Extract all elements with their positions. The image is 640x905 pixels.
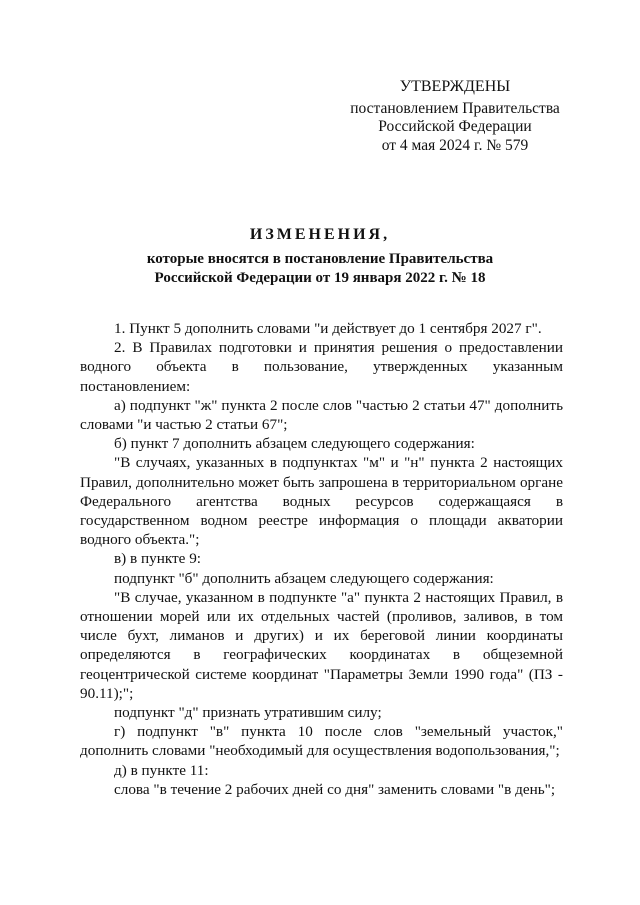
approval-line-1: постановлением Правительства — [350, 99, 560, 117]
paragraph-6: в) в пункте 9: — [114, 550, 202, 568]
paragraph-7: подпункт "б" дополнить абзацем следующего содержания: — [114, 569, 494, 587]
paragraph-2: 2. В Правилах подготовки и принятия решения о предоставлении водного объекта в пользование, утвержденных указанным постановлением: — [80, 339, 563, 395]
document-subtitle-line-1: которые вносятся в постановление Правительства — [146, 251, 494, 267]
paragraph-9: подпункт "д" признать утратившим силу; — [114, 704, 382, 722]
approval-line-2: Российской Федерации — [378, 118, 532, 135]
paragraph-11: д) в пункте 11: — [114, 761, 209, 779]
paragraph-10: г) подпункт "в" пункта 10 после слов "земельный участок," дополнить словами "необходимый для осуществления водопользования,"; — [80, 723, 563, 760]
paragraph-5: "В случаях, указанных в подпунктах "м" и "н" пункта 2 настоящих Правил, дополнительно может быть запрошена в территориальном органе Федерального агентства водных ресурсов содержащаяся в государственном водном реестре информация о площади акватории водного объекта."; — [80, 454, 563, 549]
approval-heading: УТВЕРЖДЕНЫ — [399, 78, 511, 95]
document-subtitle — [60, 250, 580, 288]
approval-line-3: от 4 мая 2024 г. № 579 — [381, 136, 529, 154]
document-subtitle-line-2: Российской Федерации от 19 января 2022 г. № 18 — [154, 270, 486, 286]
paragraph-1: 1. Пункт 5 дополнить словами "и действует до 1 сентября 2027 г". — [114, 320, 542, 337]
paragraph-12: слова "в течение 2 рабочих дней со дня" заменить словами "в день"; — [114, 780, 556, 798]
document-title: ИЗМЕНЕНИЯ, — [249, 226, 391, 243]
document-body — [80, 319, 563, 799]
paragraph-8: "В случае, указанном в подпункте "а" пункта 2 настоящих Правил, в отношении морей или их отдельных частей (проливов, заливов, в том числе бухт, лиманов и других) и их береговой линии координаты определяются в географических координатах в общеземной геоцентрической системе координат "Параметры Земли 1990 года" (ПЗ - 90.11);"; — [80, 588, 563, 702]
paragraph-4: б) пункт 7 дополнить абзацем следующего содержания: — [114, 435, 475, 453]
paragraph-3: а) подпункт "ж" пункта 2 после слов "частью 2 статьи 47" дополнить словами "и частью 2 статьи 67"; — [80, 396, 563, 434]
approval-stamp — [330, 78, 580, 155]
